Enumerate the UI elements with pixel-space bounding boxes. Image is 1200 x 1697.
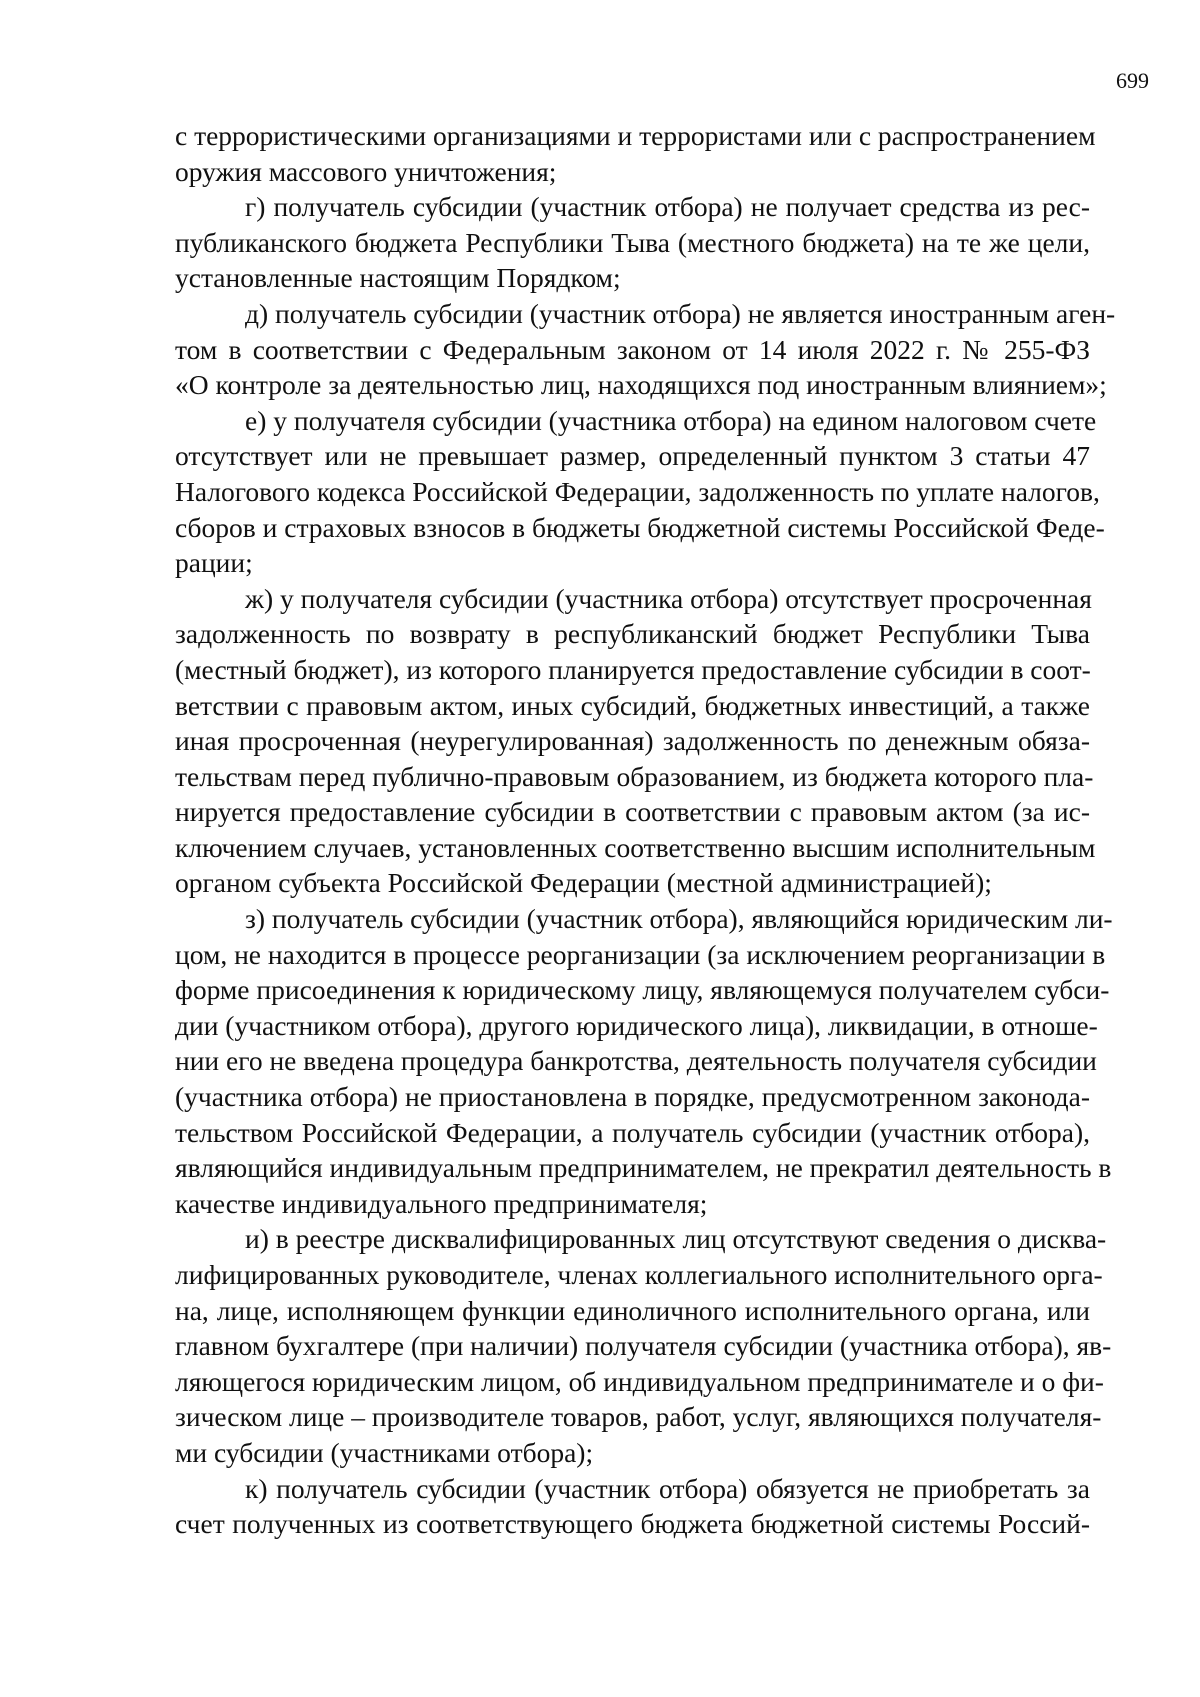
text-line: органом субъекта Российской Федерации (местной администрацией); (175, 867, 992, 899)
text-line: д) получатель субсидии (участник отбора) не является иностранным аген- (245, 297, 1116, 329)
text-line: том в соответствии с Федеральным законом от 14 июля 2022 г. № 255-ФЗ (175, 333, 1090, 365)
text-line: являющийся индивидуальным предпринимателем, не прекратил деятельность в (175, 1152, 1112, 1184)
text-line: тельством Российской Федерации, а получатель субсидии (участник отбора), (175, 1116, 1090, 1148)
text-line: ветствии с правовым актом, иных субсидий, бюджетных инвестиций, а также (175, 689, 1090, 721)
text-line: рации; (175, 547, 253, 579)
text-line: «О контроле за деятельностью лиц, находящихся под иностранным влиянием»; (175, 369, 1107, 401)
text-line: на, лице, исполняющем функции единоличного исполнительного органа, или (175, 1294, 1090, 1326)
text-line: тельствам перед публично-правовым образованием, из бюджета которого пла- (175, 760, 1094, 792)
text-line: отсутствует или не превышает размер, определенный пунктом 3 статьи 47 (175, 440, 1090, 472)
document-body (175, 118, 1116, 1542)
text-line: и) в реестре дисквалифицированных лиц отсутствуют сведения о дисква- (245, 1223, 1107, 1255)
text-line: оружия массового уничтожения; (175, 155, 557, 187)
text-line: счет полученных из соответствующего бюджета бюджетной системы Россий- (175, 1508, 1090, 1540)
text-line: качестве индивидуального предпринимателя; (175, 1187, 708, 1219)
text-line: иная просроченная (неурегулированная) задолженность по денежным обяза- (175, 725, 1090, 757)
text-line: ми субсидии (участниками отбора); (175, 1436, 594, 1468)
text-line: публиканского бюджета Республики Тыва (местного бюджета) на те же цели, (175, 226, 1090, 258)
page-number: 699 (1116, 68, 1149, 93)
text-line: (местный бюджет), из которого планируется предоставление субсидии в соот- (175, 653, 1091, 685)
text-line: форме присоединения к юридическому лицу, являющемуся получателем субси- (175, 974, 1110, 1006)
text-line: ляющегося юридическим лицом, об индивидуальном предпринимателе и о фи- (175, 1365, 1104, 1397)
text-line: к) получатель субсидии (участник отбора) обязуется не приобретать за (245, 1472, 1090, 1504)
text-line: з) получатель субсидии (участник отбора), являющийся юридическим ли- (245, 903, 1113, 935)
text-line: ж) у получателя субсидии (участника отбора) отсутствует просроченная (245, 582, 1092, 614)
text-line: сборов и страховых взносов в бюджеты бюджетной системы Российской Феде- (175, 511, 1105, 543)
text-line: (участника отбора) не приостановлена в порядке, предусмотренном законода- (175, 1081, 1090, 1113)
text-line: цом, не находится в процессе реорганизации (за исключением реорганизации в (175, 938, 1106, 970)
text-line: ключением случаев, установленных соответственно высшим исполнительным (175, 831, 1096, 863)
text-line: г) получатель субсидии (участник отбора) не получает средства из рес- (245, 191, 1090, 223)
text-line: зическом лице – производителе товаров, работ, услуг, являющихся получателя- (175, 1401, 1102, 1433)
text-line: главном бухгалтере (при наличии) получателя субсидии (участника отбора), яв- (175, 1330, 1112, 1362)
text-line: дии (участником отбора), другого юридического лица), ликвидации, в отноше- (175, 1009, 1098, 1041)
text-line: нии его не введена процедура банкротства, деятельность получателя субсидии (175, 1045, 1097, 1077)
text-line: с террористическими организациями и террористами или с распространением (175, 120, 1096, 151)
text-line: задолженность по возврату в республиканский бюджет Республики Тыва (175, 618, 1090, 650)
text-line: лифицированных руководителе, членах коллегиального исполнительного орга- (175, 1259, 1103, 1290)
text-line: Налогового кодекса Российской Федерации, задолженность по уплате налогов, (175, 475, 1100, 507)
text-line: нируется предоставление субсидии в соответствии с правовым актом (за ис- (175, 796, 1090, 828)
text-line: е) у получателя субсидии (участника отбора) на едином налоговом счете (245, 404, 1097, 436)
text-line: установленные настоящим Порядком; (175, 262, 621, 294)
